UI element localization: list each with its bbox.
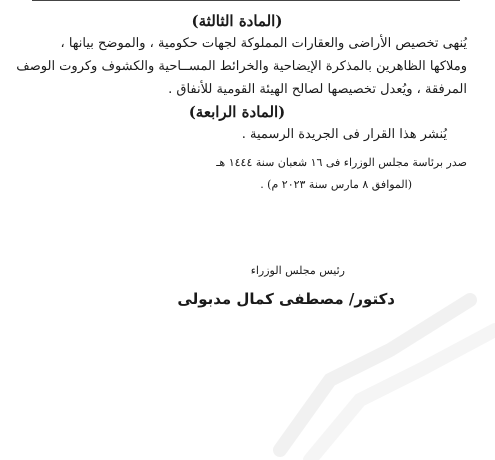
article-3-heading: (المادة الثالثة) <box>191 12 283 30</box>
signature-name: دكتور/ مصطفى كمال مدبولى <box>177 290 395 308</box>
article-3-line-1: يُنهى تخصيص الأراضى والعقارات المملوكة لجهات حكومية ، والموضح بيانها ، <box>60 36 467 51</box>
signature-title: رئيس مجلس الوزراء <box>250 264 345 277</box>
decree-body <box>7 10 467 196</box>
issued-line-1: صدر برئاسة مجلس الوزراء فى ١٦ شعبان سنة ١٤٤٤ هـ <box>216 156 467 169</box>
article-4-heading: (المادة الرابعة) <box>188 103 286 121</box>
article-3-line-3: المرفقة ، ويُعدل تخصيصها لصالح الهيئة القومية للأنفاق . <box>168 82 467 97</box>
article-4-line-1: يُنشر هذا القرار فى الجريدة الرسمية . <box>241 127 447 142</box>
top-divider <box>32 0 460 1</box>
article-3-line-2: وملاكها الظاهرين بالمذكرة الإيضاحية والخرائط المســاحية والكشوف وكروت الوصف <box>16 59 467 74</box>
issued-line-2: (الموافق ٨ مارس سنة ٢٠٢٣ م) . <box>260 178 412 191</box>
